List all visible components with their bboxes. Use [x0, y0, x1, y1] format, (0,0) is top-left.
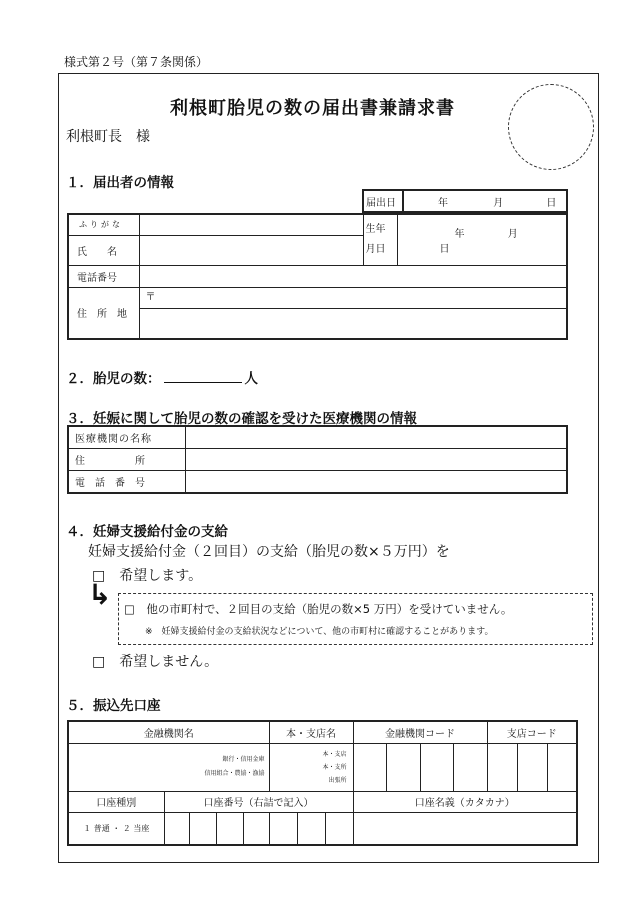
branch-code-digit[interactable]	[547, 743, 577, 791]
bank-code-digit[interactable]	[453, 743, 487, 791]
option-request-yes[interactable]: □ 希望します。	[92, 568, 203, 584]
branch-code-digit[interactable]	[517, 743, 547, 791]
name-input[interactable]	[139, 235, 363, 265]
bank-name-header: 金融機関名	[68, 721, 269, 743]
account-number-digit[interactable]	[189, 812, 216, 845]
section2-heading: ２．胎児の数： 人	[66, 371, 258, 387]
submission-month-label: 月	[493, 197, 504, 209]
account-type-header: 口座種別	[68, 791, 164, 812]
submission-date-field[interactable]	[403, 190, 567, 212]
seal-circle	[508, 84, 594, 170]
dob-label: 生年 月日	[363, 214, 397, 265]
submission-date-table	[362, 189, 568, 213]
bank-account-table	[67, 720, 578, 846]
branch-name-input[interactable]: 本・支店 本・支所 出張所	[269, 743, 353, 791]
account-number-digit[interactable]	[269, 812, 297, 845]
address-input[interactable]	[139, 308, 567, 339]
phone-input[interactable]	[139, 265, 567, 287]
institution-phone-input[interactable]	[185, 470, 567, 493]
name-label: 氏 名	[68, 235, 139, 265]
phone-label: 電話番号	[68, 265, 139, 287]
bank-name-input[interactable]: 銀行・信用金庫 信用組合・農協・漁協	[68, 743, 269, 791]
form-number-label: 様式第２号（第７条関係）	[64, 55, 209, 69]
address-label: 住 所 地	[68, 287, 139, 339]
bank-code-digit[interactable]	[386, 743, 420, 791]
verification-note: ※ 妊婦支援給付金の支給状況などについて、他の市町村に確認することがあります。	[145, 627, 494, 637]
section1-heading: １．届出者の情報	[66, 175, 174, 191]
option-request-no[interactable]: □ 希望しません。	[92, 654, 219, 670]
account-holder-input[interactable]	[353, 812, 577, 845]
branch-name-header: 本・支店名	[269, 721, 353, 743]
institution-address-input[interactable]	[185, 448, 567, 470]
branch-code-digit[interactable]	[487, 743, 517, 791]
account-number-header: 口座番号（右詰で記入）	[164, 791, 353, 812]
dob-year-label: 年	[454, 228, 465, 240]
section5-heading: ５．振込先口座	[66, 698, 161, 714]
submission-date-label: 届出日	[363, 190, 403, 212]
account-number-digit[interactable]	[243, 812, 269, 845]
postal-code-input[interactable]: 〒	[139, 287, 567, 308]
applicant-info-table	[67, 213, 568, 340]
dob-day-label: 日	[439, 243, 450, 255]
institution-phone-label: 電 話 番 号	[68, 470, 185, 493]
fetus-count-input[interactable]	[164, 370, 242, 383]
branch-code-header: 支店コード	[487, 721, 577, 743]
institution-name-input[interactable]	[185, 426, 567, 448]
account-number-digit[interactable]	[216, 812, 243, 845]
account-type-value[interactable]: １ 普通 ・ ２ 当座	[68, 812, 164, 845]
institution-name-label: 医療機関の名称	[68, 426, 185, 448]
furigana-input[interactable]	[139, 214, 363, 235]
addressee: 利根町長 様	[66, 129, 150, 145]
option-not-received-elsewhere[interactable]: □ 他の市町村で、２回目の支給（胎児の数×5 万円）を受けていません。	[124, 602, 513, 616]
dob-month-label: 月	[507, 228, 518, 240]
submission-day-label: 日	[546, 197, 557, 209]
institution-address-label: 住 所	[68, 448, 185, 470]
account-holder-header: 口座名義（カタカナ）	[353, 791, 577, 812]
payment-intro: 妊婦支援給付金（２回目）の支給（胎児の数×５万円）を	[88, 544, 450, 560]
account-number-digit[interactable]	[325, 812, 353, 845]
bank-code-digit[interactable]	[353, 743, 386, 791]
page-title: 利根町胎児の数の届出書兼請求書	[170, 98, 455, 119]
medical-institution-table	[67, 425, 568, 494]
section4-heading: ４．妊婦支援給付金の支給	[66, 524, 228, 540]
dob-field[interactable]	[397, 214, 567, 265]
submission-year-label: 年	[438, 197, 448, 209]
account-number-digit[interactable]	[164, 812, 189, 845]
account-number-digit[interactable]	[297, 812, 325, 845]
furigana-label: ふりがな	[68, 214, 139, 235]
section3-heading: ３．妊娠に関して胎児の数の確認を受けた医療機関の情報	[66, 411, 417, 427]
bank-code-header: 金融機関コード	[353, 721, 487, 743]
arrow-icon: ↳	[88, 578, 112, 611]
bank-code-digit[interactable]	[420, 743, 453, 791]
